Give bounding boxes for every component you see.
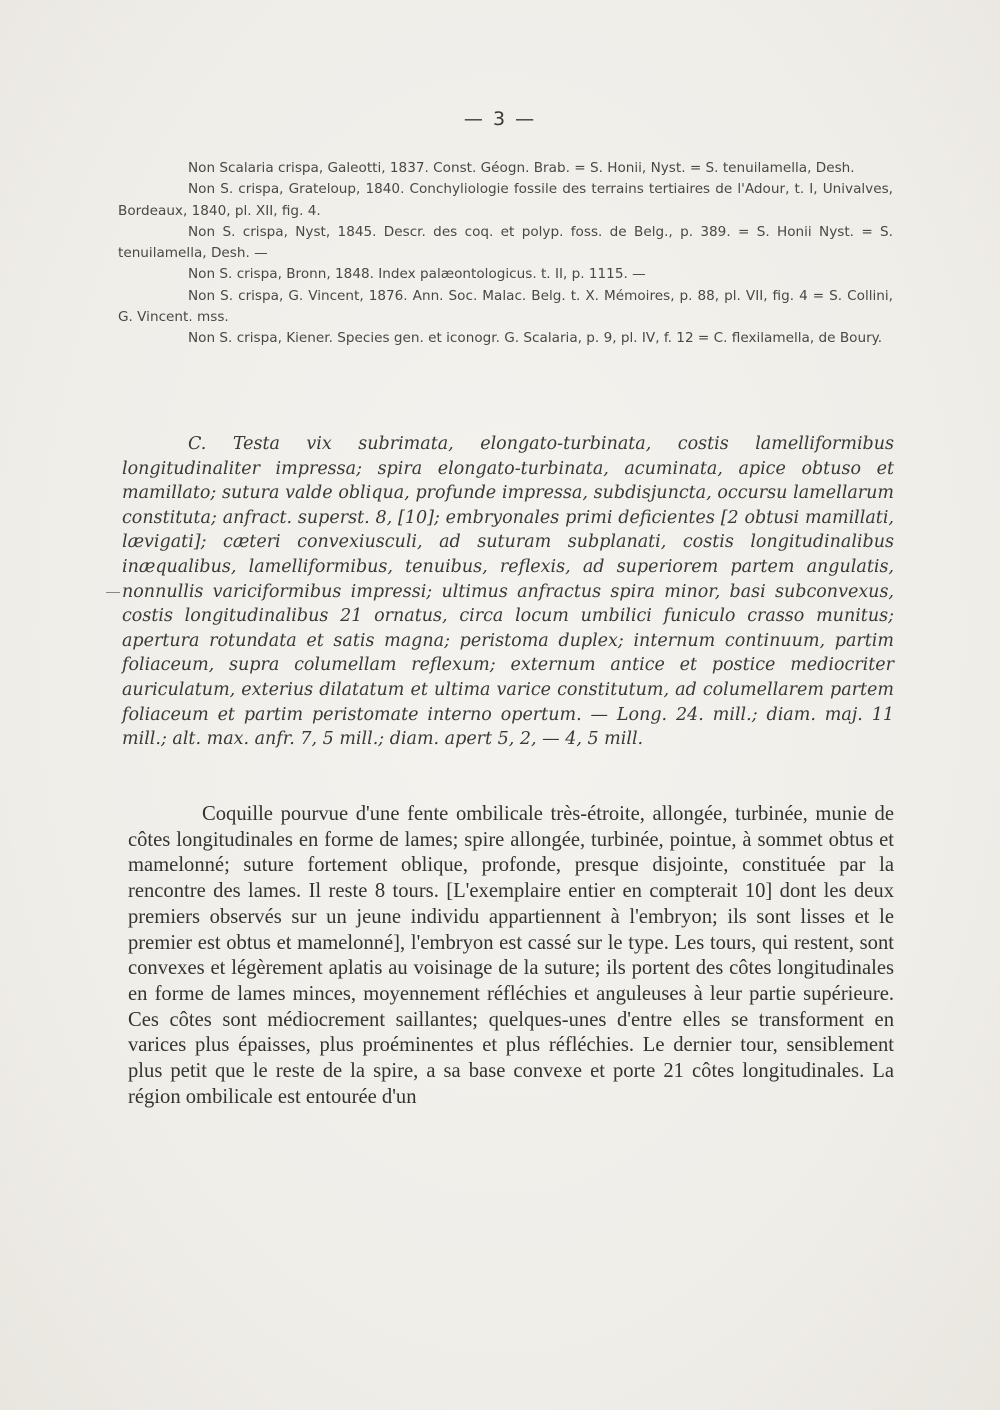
synonymy-list bbox=[118, 158, 893, 350]
latin-description bbox=[122, 432, 894, 752]
synonymy-entry: Non S. crispa, Grateloup, 1840. Conchyliologie fossile des terrains tertiaires de l'Adour, t. I, Univalves, Bordeaux, 1840, pl. XII, fig. 4. bbox=[118, 181, 893, 219]
synonymy-entry: Non S. crispa, Kiener. Species gen. et iconogr. G. Scalaria, p. 9, pl. IV, f. 12 = C. flexilamella, de Boury. bbox=[188, 330, 883, 347]
latin-paragraph: C. Testa vix subrimata, elongato-turbinata, costis lamelliformibus longitudinaliter impressa; spira elongato-turbinata, acuminata, apice obtuso et mamillato; sutura valde obliqua, profunde impressa, subdisjuncta, occursu lamellarum constituta; anfract. superst. 8, [10]; embryonales primi deficientes [2 obtusi mamillati, lævigati]; cæteri convexiusculi, ad suturam subplanati, costis longitudinalibus inæqualibus, lamelliformibus, tenuibus, reflexis, ad superiorem partem angulatis, nonnullis variciformibus impressi; ultimus anfractus spira minor, basi subconvexus, costis longitudinalibus 21 ornatus, circa locum umbilici funiculo crasso munitus; apertura rotundata et satis magna; peristoma duplex; internum continuum, partim foliaceum, supra columellam reflexum; externum antice et postice mediocriter auriculatum, exterius dilatatum et ultima varice constitutum, ad columellarem partem foliaceum et partim peristomate interno opertum. — Long. 24. mill.; diam. maj. 11 mill.; alt. max. anfr. 7, 5 mill.; diam. apert 5, 2, — 4, 5 mill. bbox=[122, 434, 894, 750]
french-paragraph: Coquille pourvue d'une fente ombilicale très-étroite, allongée, turbinée, munie de côtes longitudinales en forme de lames; spire allongée, turbinée, pointue, à sommet obtus et mamelonné; suture fortement oblique, profonde, presque disjointe, constituée par la rencontre des lames. Il reste 8 tours. [L'exemplaire entier en compterait 10] dont les deux premiers observés sur un jeune individu appartiennent à l'embryon; ils sont lisses et le premier est obtus et mamelonné], l'embryon est cassé sur le type. Les tours, qui restent, sont convexes et légèrement aplatis au voisinage de la suture; ils portent des côtes longitudinales en forme de lames minces, moyennement réfléchies et anguleuses à leur partie supérieure. Ces côtes sont médiocrement saillantes; quelques-unes d'entre elles se transforment en varices plus épaisses, plus proéminentes et plus réfléchies. Le dernier tour, sensiblement plus petit que le reste de la spire, a sa base convexe et porte 21 côtes longitudinales. La région ombilicale est entourée d'un bbox=[128, 803, 894, 1108]
synonymy-entry: Non S. crispa, G. Vincent, 1876. Ann. Soc. Malac. Belg. t. X. Mémoires, p. 88, pl. VII, fig. 4 = S. Collini, G. Vincent. mss. bbox=[118, 287, 893, 326]
synonymy-entry: Non Scalaria crispa, Galeotti, 1837. Const. Géogn. Brab. = S. Honii, Nyst. = S. tenuilamella, Desh. bbox=[188, 160, 855, 176]
french-description bbox=[128, 802, 894, 1110]
page-number: — 3 — bbox=[463, 108, 537, 130]
margin-mark bbox=[106, 592, 120, 593]
synonymy-entry: Non S. crispa, Bronn, 1848. Index palæontologicus. t. II, p. 1115. — bbox=[188, 266, 646, 283]
synonymy-entry: Non S. crispa, Nyst, 1845. Descr. des coq. et polyp. foss. de Belg., p. 389. = S. Honii Nyst. = S. tenuilamella, Desh. — bbox=[118, 223, 893, 262]
